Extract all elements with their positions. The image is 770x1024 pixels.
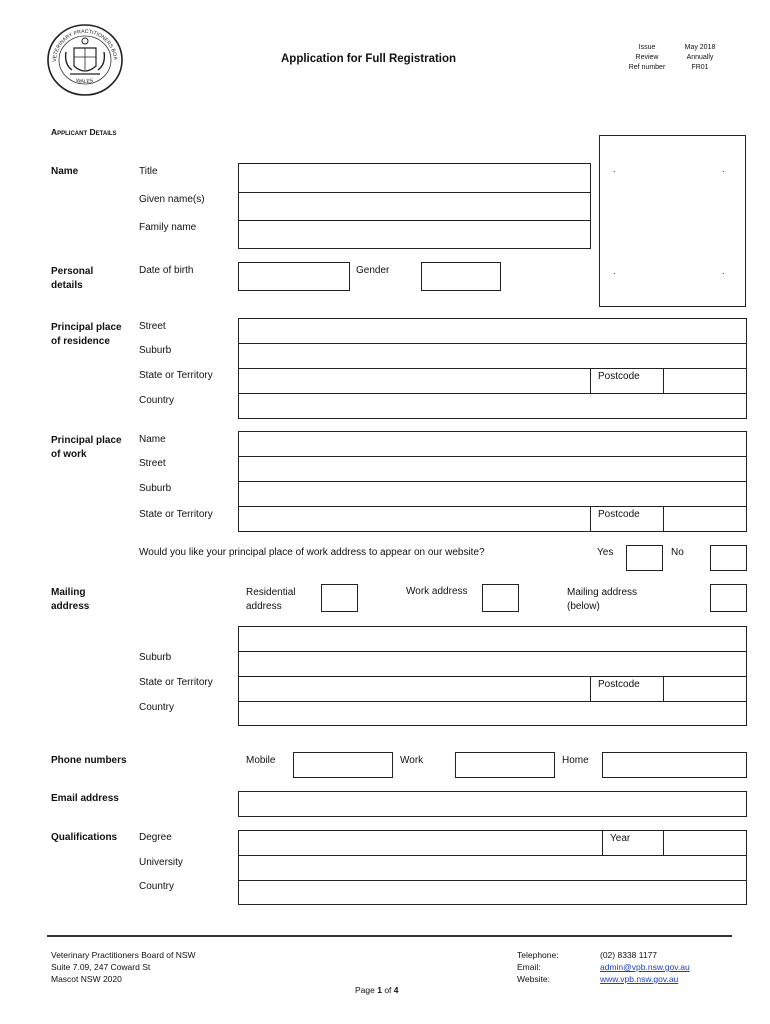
res-country-input[interactable] [238,393,747,419]
footer-web-link[interactable]: www.vpb.nsw.gov.au [600,974,679,984]
year-label-cell [602,830,664,856]
work-postcode-label-cell [590,506,664,532]
mail-suburb-input[interactable] [238,651,747,677]
work-label [51,434,122,462]
form-title: Application for Full Registration [281,53,457,65]
section-title: Applicant Details [51,127,117,137]
gender-label: Gender [356,265,390,276]
meta-values [674,43,726,73]
page-total: 4 [393,985,399,995]
meta-issue-value: May 2018 [684,44,716,51]
work-phone-input[interactable] [455,752,555,778]
svg-text:VETERINARY PRACTITIONERS BOARD: VETERINARY PRACTITIONERS BOA [51,28,118,63]
res-postcode-input[interactable] [663,368,747,394]
mail-street-input[interactable] [238,626,747,652]
given-names-label: Given name(s) [139,194,205,205]
work-street-input[interactable] [238,456,747,482]
residence-label-line2: of residence [51,336,110,347]
footer-contact-labels [517,949,559,985]
year-input[interactable] [663,830,747,856]
opt-mailing-label [567,586,637,614]
work-suburb-label: Suburb [139,483,172,494]
dob-label: Date of birth [139,265,194,276]
gender-input[interactable] [421,262,501,291]
photo-box[interactable]: . . . . [599,135,746,307]
work-address-checkbox[interactable] [482,584,519,612]
opt-work-label: Work address [406,586,468,597]
work-state-input[interactable] [238,506,591,532]
mail-postcode-label: Postcode [598,679,640,690]
work-street-label: Street [139,458,166,469]
qual-country-input[interactable] [238,880,747,905]
mailing-label [51,586,89,614]
mail-state-label: State or Territory [139,677,213,688]
meta-ref-label: Ref number [628,64,666,71]
opt-mailing-line2: (below) [567,601,600,612]
home-phone-input[interactable] [602,752,747,778]
footer-org: Veterinary Practitioners Board of NSW [51,950,196,960]
mailing-label-line1: Mailing [51,587,86,598]
residential-checkbox[interactable] [321,584,358,612]
res-state-label: State or Territory [139,370,213,381]
meta-labels [620,43,674,73]
name-section-label: Name [51,166,79,177]
work-name-input[interactable] [238,431,747,457]
title-input[interactable] [238,163,591,193]
meta-issue-label: Issue [638,44,656,51]
work-suburb-input[interactable] [238,481,747,507]
residence-label-line1: Principal place [51,322,122,333]
svg-text:WALES: WALES [75,77,95,86]
res-street-label: Street [139,321,166,332]
university-input[interactable] [238,855,747,881]
footer-address-line2: Mascot NSW 2020 [51,974,122,984]
no-label: No [671,547,684,558]
degree-input[interactable] [238,830,603,856]
footer-address-line1: Suite 7.09, 247 Coward St [51,962,151,972]
footer-web-label: Website: [517,974,550,984]
work-label-line1: Principal place [51,435,122,446]
meta-review-label: Review [635,54,659,61]
personal-label-line2: details [51,280,83,291]
residence-label [51,321,122,349]
board-seal-logo [44,22,126,98]
opt-mailing-line1: Mailing address [567,587,638,598]
work-label-line2: of work [51,449,87,460]
personal-label-line1: Personal [51,266,94,277]
res-postcode-label: Postcode [598,371,640,382]
page-prefix: Page [355,985,378,995]
res-state-input[interactable] [238,368,591,394]
mail-suburb-label: Suburb [139,652,172,663]
university-label: University [139,857,183,868]
res-country-label: Country [139,395,175,406]
mail-country-label: Country [139,702,175,713]
page-current: 1 [377,985,382,995]
given-names-input[interactable] [238,192,591,221]
work-name-label: Name [139,434,166,445]
page-number [355,985,399,995]
opt-residential-label [246,586,295,614]
work-postcode-input[interactable] [663,506,747,532]
res-suburb-label: Suburb [139,345,172,356]
email-label: Email address [51,793,119,804]
work-phone-label: Work [400,755,424,766]
no-checkbox[interactable] [710,545,747,571]
dob-input[interactable] [238,262,350,291]
footer-tel: (02) 8338 1177 [600,950,658,960]
qualifications-label: Qualifications [51,832,118,843]
family-name-label: Family name [139,222,197,233]
page-of: of [381,985,394,995]
opt-residential-line2: address [246,601,282,612]
yes-label: Yes [597,547,614,558]
mobile-label: Mobile [246,755,276,766]
mobile-input[interactable] [293,752,393,778]
footer-contact-values [600,949,690,985]
footer-tel-label: Telephone: [517,950,559,960]
email-input[interactable] [238,791,747,817]
meta-review-value: Annually [686,54,714,61]
work-state-label: State or Territory [139,509,213,520]
mail-postcode-label-cell [590,676,664,702]
phone-label: Phone numbers [51,755,127,766]
yes-checkbox[interactable] [626,545,663,571]
personal-details-label [51,265,93,293]
footer-email-link[interactable]: admin@vpb.nsw.gov.au [600,962,690,972]
mailing-label-line2: address [51,601,90,612]
footer-email-label: Email: [517,962,541,972]
res-suburb-input[interactable] [238,343,747,369]
res-street-input[interactable] [238,318,747,344]
res-postcode-label-cell [590,368,664,394]
opt-residential-line1: Residential [246,587,296,598]
mail-state-input[interactable] [238,676,591,702]
degree-label: Degree [139,832,172,843]
year-label: Year [610,833,631,844]
mailing-address-checkbox[interactable] [710,584,747,612]
meta-ref-value: FR01 [691,64,709,71]
footer-divider [47,935,732,937]
work-postcode-label: Postcode [598,509,640,520]
mail-country-input[interactable] [238,701,747,726]
mail-postcode-input[interactable] [663,676,747,702]
footer-address [51,949,196,985]
qual-country-label: Country [139,881,175,892]
home-phone-label: Home [562,755,589,766]
family-name-input[interactable] [238,220,591,249]
title-label: Title [139,166,158,177]
website-question: Would you like your principal place of work address to appear on our website? [139,547,485,558]
